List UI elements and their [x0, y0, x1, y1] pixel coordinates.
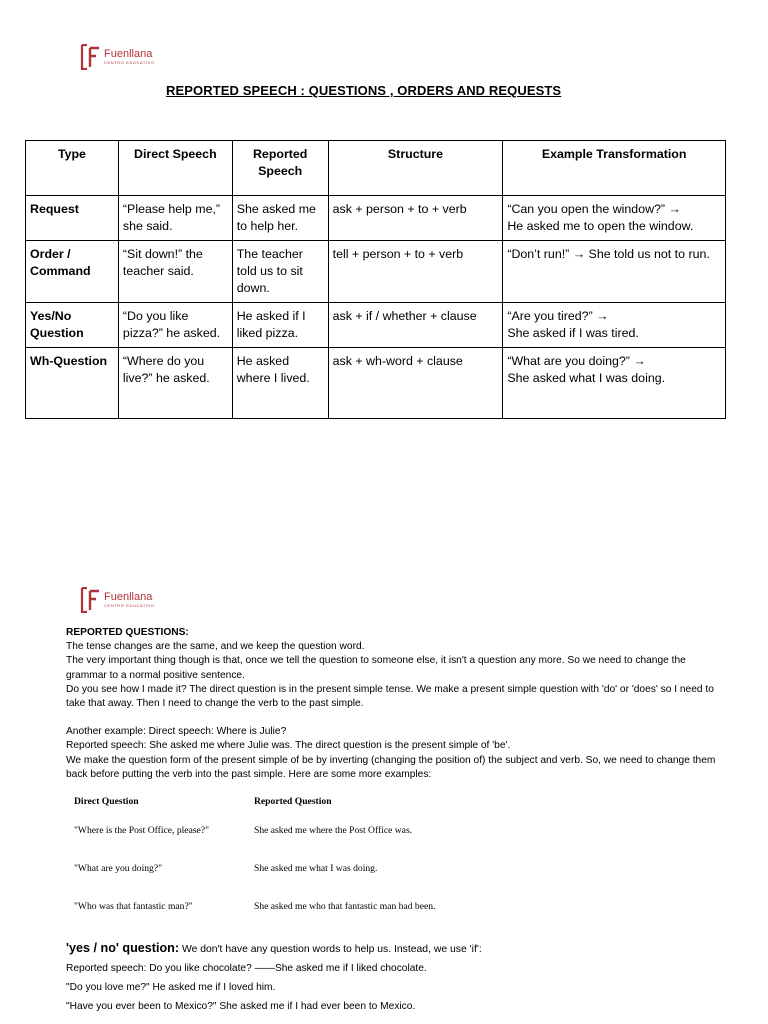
cell-structure: tell + person + to + verb	[328, 241, 503, 303]
example-direct: “Don’t run!” → She told us not to run.	[507, 247, 710, 261]
cell-type: Request	[26, 196, 119, 241]
cell-type: Yes/No Question	[26, 303, 119, 348]
fuenllana-logo-icon	[80, 44, 102, 70]
direct-question: "What are you doing?"	[74, 863, 163, 874]
yes-no-heading: 'yes / no' question:	[66, 941, 180, 955]
cell-type: Wh-Question	[26, 348, 119, 419]
yes-no-intro	[66, 941, 716, 957]
example-line: "Have you ever been to Mexico?" She asked me if I had ever been to Mexico.	[66, 1001, 416, 1012]
cell-direct: “Sit down!” the teacher said.	[118, 241, 232, 303]
reported-speech-table	[25, 140, 726, 419]
table-row	[26, 241, 726, 303]
cell-example	[503, 348, 726, 419]
cell-reported: She asked me to help her.	[232, 196, 328, 241]
cell-example	[503, 241, 726, 303]
school-logo	[80, 587, 155, 613]
paragraph: Another example: Direct speech: Where is Julie?	[66, 726, 287, 738]
cell-reported: He asked where I lived.	[232, 348, 328, 419]
logo-name: Fuenllana	[104, 591, 153, 603]
header-example: Example Transformation	[503, 141, 726, 196]
example-reported: She asked if I was tired.	[507, 326, 639, 340]
example-row	[66, 894, 456, 938]
example-row	[66, 818, 456, 856]
cell-type: Order / Command	[26, 241, 119, 303]
cell-reported: He asked if I liked pizza.	[232, 303, 328, 348]
table-row	[26, 303, 726, 348]
example-line: "Do you love me?" He asked me if I loved him.	[66, 982, 276, 993]
table-row	[26, 196, 726, 241]
cell-direct: “Do you like pizza?” he asked.	[118, 303, 232, 348]
cell-example	[503, 303, 726, 348]
page-title: REPORTED SPEECH : QUESTIONS , ORDERS AND REQUESTS	[166, 83, 562, 98]
cell-structure: ask + if / whether + clause	[328, 303, 503, 348]
paragraph: Do you see how I made it? The direct question is in the present simple tense. We make a present simple question with 'do' or 'does' so I need to take that away. Then I need to change the verb to the past simple.	[66, 683, 714, 710]
header-direct-speech: Direct Speech	[118, 141, 232, 196]
reported-question: She asked me who that fantastic man had been.	[254, 901, 436, 912]
example-direct: “Can you open the window?” →	[507, 202, 681, 216]
table-row	[26, 348, 726, 419]
header-reported-speech: Reported Speech	[232, 141, 328, 196]
examples-header-row	[66, 792, 456, 818]
header-direct-question: Direct Question	[74, 796, 139, 807]
paragraph: The very important thing though is that, once we tell the question to someone else, it isn't a question any more. So we need to change the grammar to a normal positive sentence.	[66, 655, 686, 681]
cell-structure: ask + person + to + verb	[328, 196, 503, 241]
example-line: Reported speech: Do you like chocolate? ——She asked me if I liked chocolate.	[66, 963, 427, 974]
cell-structure: ask + wh-word + clause	[328, 348, 503, 419]
paragraph: The tense changes are the same, and we keep the question word.	[66, 641, 365, 653]
cell-direct: “Where do you live?” he asked.	[118, 348, 232, 419]
example-direct: “Are you tired?” →	[507, 309, 609, 323]
header-structure: Structure	[328, 141, 503, 196]
paragraph: Reported speech: She asked me where Julie was. The direct question is the present simple of 'be'.	[66, 740, 511, 752]
example-direct: “What are you doing?” →	[507, 354, 646, 368]
reported-question: She asked me what I was doing.	[254, 863, 378, 874]
school-logo	[80, 44, 155, 70]
paragraph: We make the question form of the present simple of be by inverting (changing the position of) the subject and verb. So, we need to change them back before putting the verb into the past simple. Here are some more examples:	[66, 754, 716, 780]
examples-table	[66, 792, 456, 938]
yes-no-lead: We don't have any question words to help us. Instead, we use 'if':	[179, 944, 482, 955]
logo-subtitle: CENTRO EDUCATIVO	[104, 603, 155, 608]
logo-subtitle: CENTRO EDUCATIVO	[104, 60, 155, 65]
example-reported: She asked what I was doing.	[507, 371, 666, 385]
direct-question: "Who was that fantastic man?"	[74, 901, 193, 912]
section-heading: REPORTED QUESTIONS:	[66, 627, 189, 638]
reported-questions-section	[66, 626, 716, 782]
logo-name: Fuenllana	[104, 48, 153, 60]
header-reported-question: Reported Question	[254, 796, 332, 807]
reported-question: She asked me where the Post Office was.	[254, 825, 413, 836]
example-row	[66, 856, 456, 894]
fuenllana-logo-icon	[80, 587, 102, 613]
cell-reported: The teacher told us to sit down.	[232, 241, 328, 303]
example-reported: He asked me to open the window.	[507, 219, 694, 233]
yes-no-section	[66, 941, 716, 1019]
table-header-row	[26, 141, 726, 196]
header-type: Type	[26, 141, 119, 196]
cell-example	[503, 196, 726, 241]
cell-direct: “Please help me,” she said.	[118, 196, 232, 241]
direct-question: "Where is the Post Office, please?"	[74, 825, 209, 836]
